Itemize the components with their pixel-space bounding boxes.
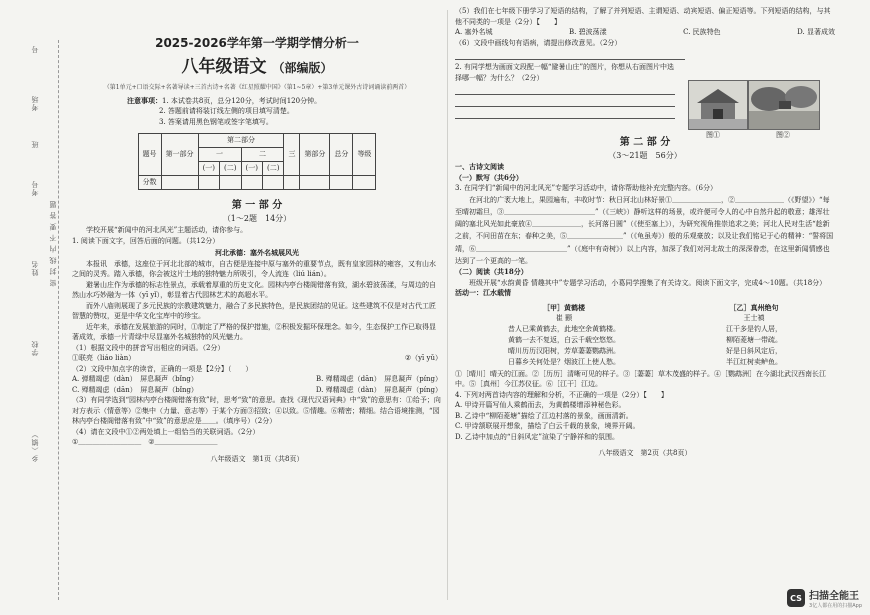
question-1-2: （2）文段中加点字的读音，正确的一项是【2分】（ ） <box>72 364 253 373</box>
score-cell[interactable] <box>220 176 241 190</box>
option[interactable]: A. 弹精竭虑（dàn） 屏息凝声（bǐng） <box>72 375 198 383</box>
page-footer: 八年级语文 第1页（共8页） <box>210 454 304 463</box>
option[interactable]: B. 碧波荡漾 <box>569 28 607 36</box>
score-cell[interactable] <box>284 176 300 190</box>
margin-label: 号 <box>31 45 39 53</box>
option[interactable]: B. 乙诗中“柳陌菱塘”描绘了江边村落的景象，画面清新。 <box>455 411 633 420</box>
scanner-tagline: 3亿人都在用的扫描App <box>809 603 862 609</box>
option[interactable]: D. 显著成效 <box>797 28 835 36</box>
notice-label: 注意事项： <box>127 95 162 105</box>
option[interactable]: B. 殚精竭虑（dān） 屏息凝声（píng） <box>316 375 442 383</box>
reading-intro: 班级开展“水韵黄昏 情趣其中”专题学习活动，小葛同学搜集了有关诗文。阅读下面文字，完成4～10题。（共18分） <box>469 278 827 287</box>
intro-text: 学校开展“新闻中的河北风光”主题活动，请你参与。 <box>86 226 248 234</box>
passage-paragraph: 本报讯 承德，这座位于河北北部的城市，自古便是连接中原与塞外的重要节点，既有皇家园林的雍容，又有山水之间的灵秀。踏入承德，你会被这片土地的独特魅力所吸引，令人流连（liú lián）。 <box>72 259 436 278</box>
score-header: 第二部分 <box>198 134 284 148</box>
score-header: 三 <box>284 134 300 176</box>
poem-line: 黄鹤一去不复返，白云千载空悠悠。 <box>508 336 620 345</box>
passage-paragraph: 避暑山庄作为承德的标志性景点，承载着厚重的历史文化。园林内亭台楼阁错落有致，湖水碧波荡漾，与周边的自然山水巧妙融为一体（yī yǐ），彰显着古代园林艺术的高超水平。 <box>72 280 436 299</box>
page-2 <box>455 6 835 459</box>
part1-title: 第 一 部 分 <box>231 200 283 211</box>
poem-author: 王士禛 <box>743 313 765 322</box>
poem-line: 好是日斜风定后， <box>726 347 782 356</box>
option[interactable]: D. 殚精竭虑（dàn） 屏息凝声（píng） <box>315 385 442 394</box>
q1-2-options <box>72 385 442 396</box>
question-3: 3. 在同学们“新闻中的河北风光”专题学习活动中，请你帮助他补充完整内容。（6分） <box>455 184 718 192</box>
question-1-head: 1. 阅读下面文字，回答后面的问题。（共12分） <box>72 236 220 245</box>
passage-title: 河北承德：塞外名城展风光 <box>215 248 299 257</box>
score-header: 第部分 <box>300 134 330 176</box>
q1-1-blanks <box>72 353 442 364</box>
binding-margin <box>0 0 70 615</box>
q1-5-options <box>455 27 835 38</box>
score-cell[interactable] <box>161 176 198 190</box>
answer-line[interactable] <box>455 85 675 95</box>
answer-line[interactable] <box>455 109 675 119</box>
question-4: 4. 下列对两首诗内容的理解和分析，不正确的一项是（2分）【 】 <box>455 390 668 399</box>
score-header: 等级 <box>353 134 376 176</box>
photo-lake <box>748 80 820 130</box>
part2-title: 第 二 部 分 <box>619 137 671 148</box>
page-footer: 八年级语文 第2页（共8页） <box>598 449 692 458</box>
section-heading: 一、古诗文阅读 <box>455 162 504 171</box>
option[interactable]: A. 甲诗开篇写仙人乘鹤而去，为黄鹤楼增添神秘色彩。 <box>455 401 626 410</box>
exam-scope: （第1单元+口语交际+名著导读+三首古诗+名著《红星照耀中国》（第1~5章）+第3单元课外古诗词诵读前两首） <box>103 83 411 91</box>
subject-title <box>72 55 442 81</box>
image-label: 图① <box>706 131 720 139</box>
score-cell[interactable] <box>241 176 262 190</box>
question-1-6: （6）文段中画线句有语病，请提出修改意见。（2分） <box>455 38 622 47</box>
activity-title: 活动一：江水载情 <box>455 288 511 297</box>
question-3-text: 在河北的广袤大地上，果园遍布，丰收时节：秋日河北山林好景①＿＿＿＿＿＿＿，②＿＿＿＿＿＿＿（《野望》）“每至晴初霜旦，③＿＿＿＿＿＿＿＿＿＿＿＿＿”（《三峡》）静听这样的场景，或许便可令人的心中自然升起的敬意；雄浑壮阔的塞北风光如此豪放④＿＿＿＿＿＿＿，长河落日圆”（《使至塞上》），为研究视角推崇追求之美；河北人民对生活“趁新之前，不问田苗在东；春种之美，⑤＿＿＿＿＿＿＿＿”（《龟虽寿》）般的乐观豪放；以及让我们铭记于心的精神：“誓将国靖，⑥＿＿＿＿＿＿＿＿＿＿＿＿＿”（《庭中有奇树》）以上内容，加深了我们对河北故土的深深眷恋，在这里新闻情感也达到了一个更高的一笔。 <box>455 195 834 265</box>
image-label: 图② <box>776 131 790 139</box>
answer-line[interactable] <box>455 97 675 107</box>
notice-item: 1. 本试卷共8页，总分120分，考试时间120分钟。 <box>162 96 322 105</box>
score-subheader: (一) <box>241 162 262 176</box>
score-cell[interactable] <box>262 176 283 190</box>
section-subheading: （一）默写（共6分） <box>455 172 523 182</box>
score-subheader: (一) <box>198 162 219 176</box>
question-1-1: （1）根据文段中的拼音写出相应的词语。（2分） <box>72 343 225 352</box>
score-subheader: 二 <box>241 148 284 162</box>
poem-title: ［甲］黄鹤楼 <box>543 302 585 312</box>
page-1 <box>72 6 442 464</box>
answer-blank[interactable]: ①联亮（liáo liàn） <box>72 354 136 362</box>
scanner-name: 扫描全能王 <box>809 591 860 602</box>
poem-a <box>508 302 620 369</box>
score-subheader: 一 <box>198 148 241 162</box>
subject-name: 八年级语文 <box>181 57 267 77</box>
question-1-3: （3）有同学选到“园林内亭台楼阁错落有致”时，思考“致”的意思。查找《现代汉语词典》中“致”的意思有：①给予；向对方表示（情意等）②集中（力量、意志等）于某个方面③招致；④以致。⑤情趣。⑥精密；精细。结合语境推测，“园林内亭台楼阁错落有致”中“致”的意思应是＿＿。（填序号）（2分） <box>72 396 441 425</box>
notice-item: 3. 答案请用黑色钢笔或签字笔填写。 <box>159 117 273 126</box>
lake-image <box>749 81 819 129</box>
page-divider <box>447 10 448 600</box>
scanner-watermark <box>787 587 862 609</box>
pavilion-image <box>689 81 747 129</box>
score-subheader: (二) <box>262 162 283 176</box>
option[interactable]: C. 甲诗颔联展开想象，描绘了白云千载的景象，境界开阔。 <box>455 422 640 431</box>
camscanner-logo-icon: CS <box>787 589 805 607</box>
part1-subtitle: （1～2题 14分） <box>222 214 292 223</box>
margin-label: 考号 <box>31 180 39 196</box>
question-1-5: （5）我们在七年级下册学习了短语的结构，了解了并列短语、主谓短语、动宾短语、偏正短语等。下列短语的结构，与其他不同类的一项是（2分）【 】 <box>455 7 831 26</box>
passage-paragraph: 而外八庙则展现了多元民族的宗教建筑魅力，融合了多民族特色，是民族团结的见证。这些建筑不仅是对古代工匠智慧的赞叹，更是中华文化宝库中的珍宝。 <box>72 301 436 320</box>
score-subheader: (二) <box>220 162 241 176</box>
poem-line: 日暮乡关何处是？烟波江上使人愁。 <box>508 358 620 367</box>
margin-label: 乡（镇） <box>31 430 39 462</box>
margin-label: 考场 <box>31 95 39 111</box>
option[interactable]: D. 乙诗中加点的“日斜风定”渲染了宁静祥和的氛围。 <box>455 432 619 441</box>
notice-block <box>127 96 442 128</box>
poem-line: 晴川历历汉阳树，芳草萋萋鹦鹉洲。 <box>508 347 620 356</box>
score-header: 第一部分 <box>161 134 198 176</box>
margin-label: 姓名 <box>31 260 39 276</box>
edition-label: （部编版） <box>272 61 333 75</box>
score-cell[interactable] <box>353 176 376 190</box>
poem-line: 江干多是钓人居， <box>726 324 782 333</box>
score-row-label: 分数 <box>138 176 161 190</box>
notice-item: 2. 答题前请将装订线左侧的项目填写清楚。 <box>159 107 294 115</box>
part2-subtitle: （3～21题 56分） <box>608 151 682 160</box>
passage-paragraph: 近年来，承德在发展旅游的同时，①制定了严格的保护措施，②积极发掘环保理念。如今，生态保护工作已取得显著成效，承德一片青绿中尽显塞外名城独特的风光魅力。 <box>72 322 436 341</box>
seal-line-text: 密 封 线 内 不 要 答 题 <box>49 200 57 287</box>
section-subheading: （二）阅读（共18分） <box>455 267 528 276</box>
answer-blank[interactable]: ①＿＿＿＿＿＿＿＿＿ ②＿＿＿＿＿＿＿＿＿ <box>72 438 218 446</box>
poem-author: 崔 颢 <box>555 313 573 322</box>
poem-b <box>726 302 782 369</box>
margin-label: 班 <box>31 140 39 148</box>
exam-title: 2025-2026学年第一学期学情分析一 <box>155 36 359 50</box>
answer-line[interactable] <box>455 50 685 60</box>
score-cell[interactable] <box>198 176 219 190</box>
answer-blank[interactable]: ②（yī yǔ） <box>404 354 442 362</box>
margin-label: 学校 <box>31 340 39 356</box>
poems <box>455 302 835 369</box>
poem-line: 柳陌菱塘一带疏。 <box>726 336 782 345</box>
poem-notes: ①［晴川］晴天的江面。②［历历］清晰可见的样子。③［萋萋］草木茂盛的样子。④［鹦鹉洲］在今湖北武汉西南长江中。⑤［真州］今江苏仪征。⑥［江干］江边。 <box>455 369 826 389</box>
score-table <box>138 133 377 190</box>
photo-pavilion <box>688 80 748 130</box>
option[interactable]: C. 殚精竭虑（dān） 屏息凝声（bǐng） <box>72 385 198 394</box>
option[interactable]: C. 民族特色 <box>683 28 721 36</box>
poem-line: 半江红树卖鲈鱼。 <box>726 358 782 367</box>
score-header: 总分 <box>330 134 353 176</box>
seal-dashed-line <box>58 40 59 600</box>
score-cell[interactable] <box>330 176 353 190</box>
poem-line: 昔人已乘黄鹤去，此地空余黄鹤楼。 <box>508 324 620 333</box>
question-2: 2. 有同学想为画面文段配一幅“避暑山庄”的图片，你想从右面图片中选择哪一幅？为什么？（2分） <box>455 63 675 82</box>
poem-title: ［乙］真州绝句 <box>729 302 779 312</box>
score-header: 题号 <box>138 134 161 176</box>
question-1-4: （4）请在文段中①②两处填上一组恰当的关联词语。（2分） <box>72 427 260 436</box>
q1-2-options <box>72 374 442 385</box>
score-cell[interactable] <box>300 176 330 190</box>
option[interactable]: A. 塞外名城 <box>455 28 493 36</box>
